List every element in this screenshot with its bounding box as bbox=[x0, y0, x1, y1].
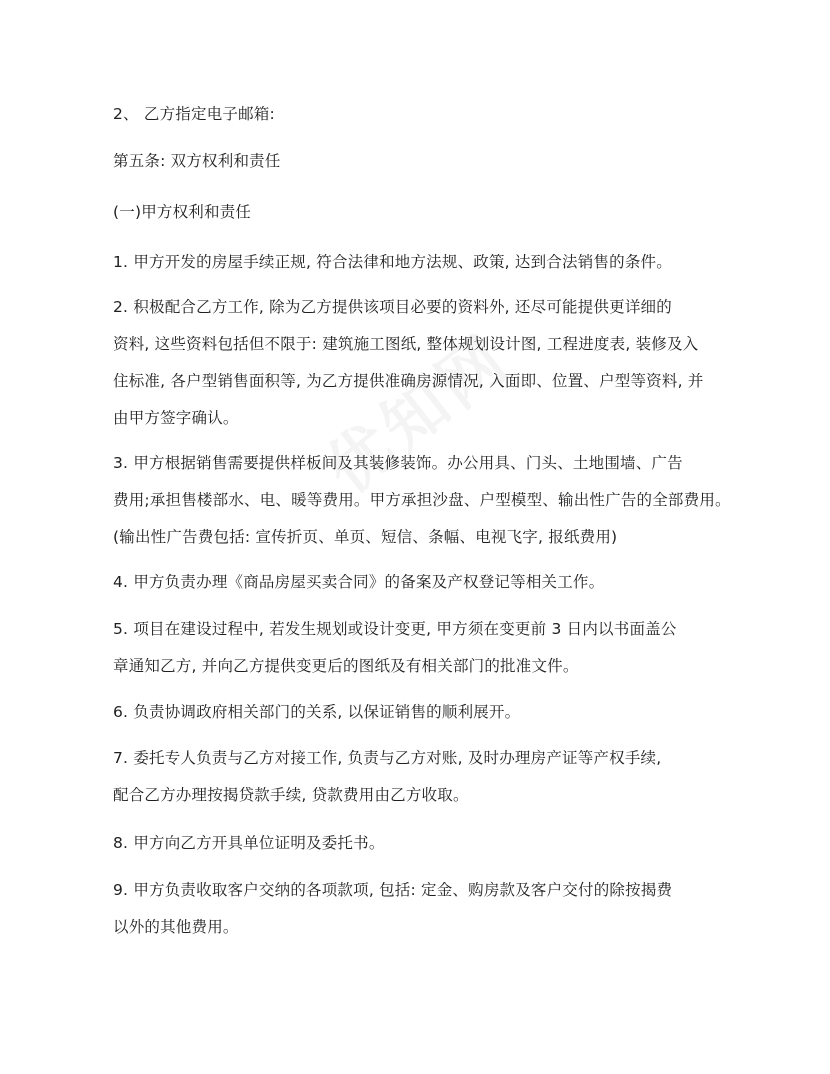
section-heading bbox=[113, 143, 753, 180]
clause-3 bbox=[113, 445, 753, 556]
paragraph-email bbox=[113, 96, 753, 133]
text-line: 8. 甲方向乙方开具单位证明及委托书。 bbox=[113, 834, 385, 852]
text-line: 第五条: 双方权利和责任 bbox=[113, 152, 281, 170]
clause-4 bbox=[113, 564, 753, 601]
text-line: 2、 乙方指定电子邮箱: bbox=[113, 105, 275, 123]
text-line: 资料, 这些资料包括但不限于: 建筑施工图纸, 整体规划设计图, 工程进度表, 装修及入 bbox=[113, 335, 699, 353]
clause-9 bbox=[113, 872, 753, 946]
text-line: (一)甲方权利和责任 bbox=[113, 203, 252, 221]
text-line: 章通知乙方, 并向乙方提供变更后的图纸及有相关部门的批准文件。 bbox=[113, 657, 579, 675]
text-line: 住标准, 各户型销售面积等, 为乙方提供准确房源情况, 入面即、位置、户型等资料, 并 bbox=[113, 372, 704, 390]
clause-7 bbox=[113, 740, 753, 814]
text-line: 1. 甲方开发的房屋手续正规, 符合法律和地方法规、政策, 达到合法销售的条件。 bbox=[113, 253, 672, 271]
clause-1 bbox=[113, 244, 753, 281]
text-line: 9. 甲方负责收取客户交纳的各项款项, 包括: 定金、购房款及客户交付的除按揭费 bbox=[113, 881, 673, 899]
text-line: 6. 负责协调政府相关部门的关系, 以保证销售的顺利展开。 bbox=[113, 703, 521, 721]
text-line: 7. 委托专人负责与乙方对接工作, 负责与乙方对账, 及时办理房产证等产权手续, bbox=[113, 749, 662, 767]
clause-5 bbox=[113, 611, 753, 685]
clause-6 bbox=[113, 694, 753, 731]
text-line: 由甲方签字确认。 bbox=[113, 409, 239, 427]
text-line: 以外的其他费用。 bbox=[113, 918, 239, 936]
text-line: 4. 甲方负责办理《商品房屋买卖合同》的备案及产权登记等相关工作。 bbox=[113, 573, 605, 591]
text-line: 费用;承担售楼部水、电、暖等费用。甲方承担沙盘、户型模型、输出性广告的全部费用。 bbox=[113, 491, 731, 509]
text-line: 配合乙方办理按揭贷款手续, 贷款费用由乙方收取。 bbox=[113, 786, 469, 804]
text-line: 2. 积极配合乙方工作, 除为乙方提供该项目必要的资料外, 还尽可能提供更详细的 bbox=[113, 298, 672, 316]
clause-8 bbox=[113, 825, 753, 862]
clause-2 bbox=[113, 289, 753, 437]
text-line: 3. 甲方根据销售需要提供样板间及其装修装饰。办公用具、门头、土地围墙、广告 bbox=[113, 454, 683, 472]
text-line: 5. 项目在建设过程中, 若发生规划或设计变更, 甲方须在变更前 3 日内以书面盖公 bbox=[113, 620, 677, 638]
text-line: (输出性广告费包括: 宣传折页、单页、短信、条幅、电视飞字, 报纸费用) bbox=[113, 528, 618, 546]
subsection-heading bbox=[113, 194, 753, 231]
